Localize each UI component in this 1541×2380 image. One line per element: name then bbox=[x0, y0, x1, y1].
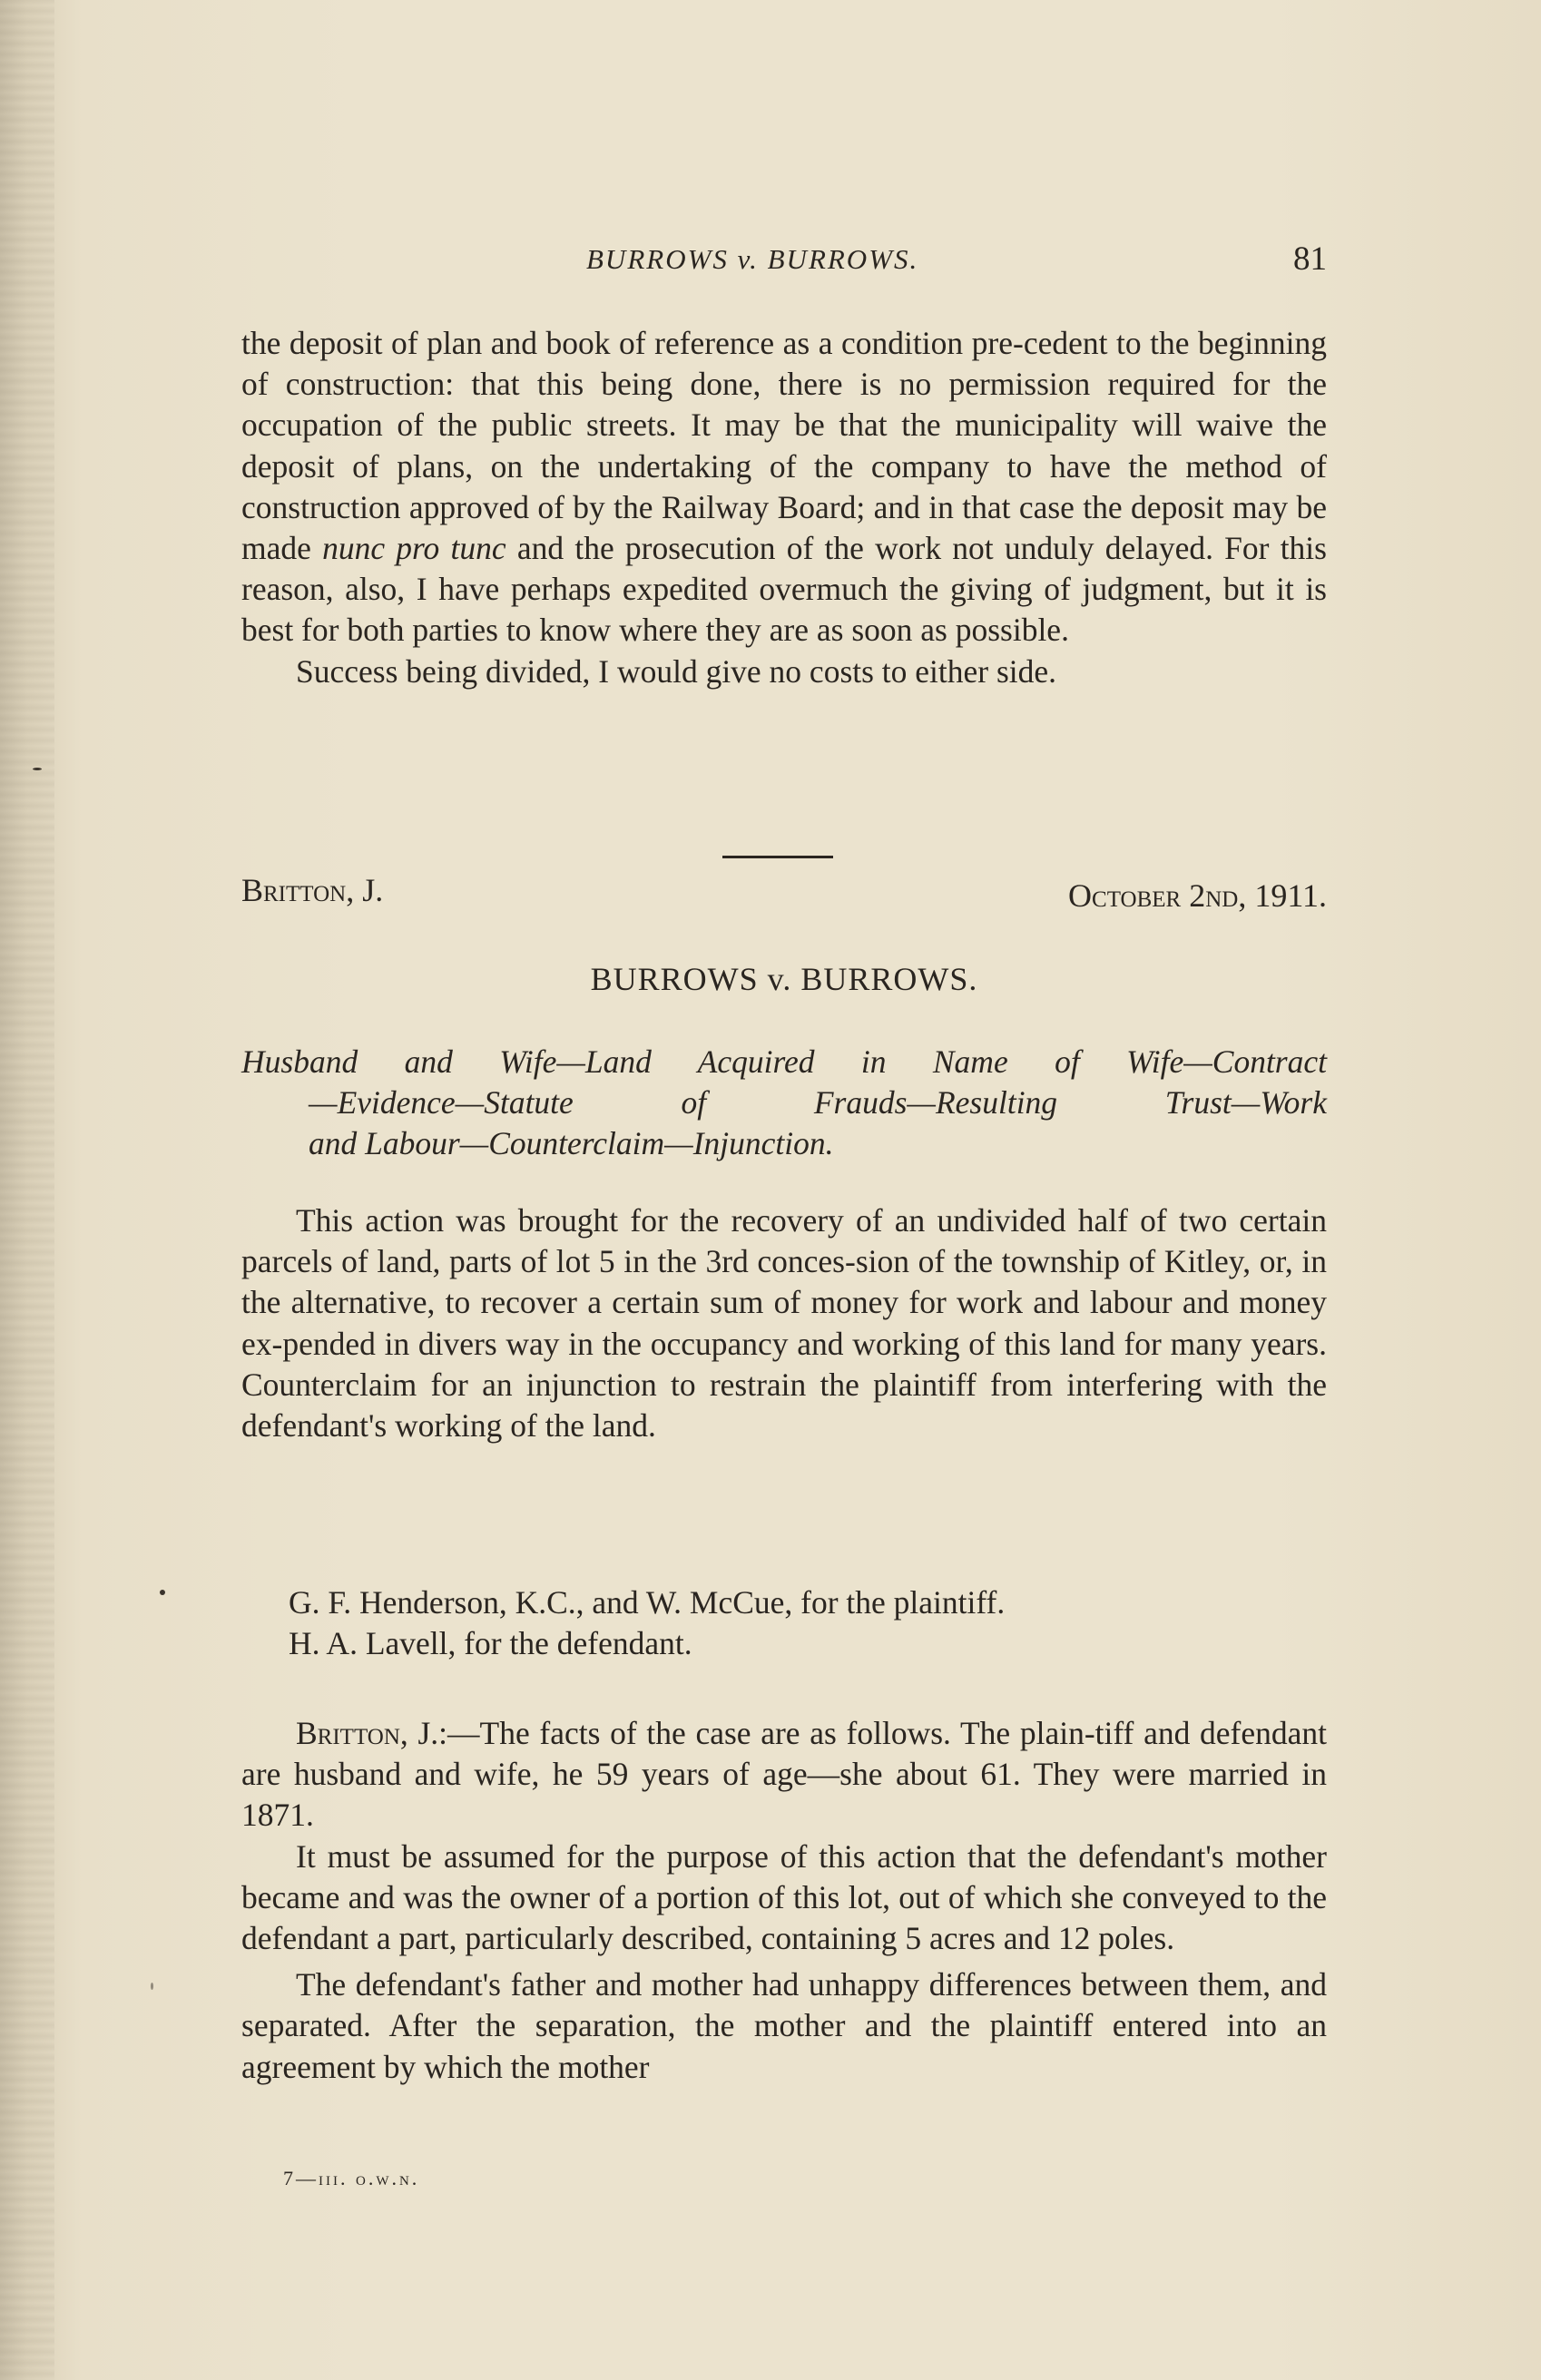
running-head bbox=[241, 238, 1327, 283]
headnote-line-3: and Labour—Counterclaim—Injunction. bbox=[309, 1125, 834, 1162]
book-spine-shadow bbox=[0, 0, 54, 2380]
case-title: BURROWS v. BURROWS. bbox=[590, 961, 978, 997]
continuation-text-part2: of the work not unduly delayed. For this reason, also, I have perhaps expedited overmuch the giving of judgment, but it is best for both parties to know where they are as soon as possible. bbox=[241, 530, 1327, 649]
judgment-date: October 2nd, 1911. bbox=[1068, 877, 1327, 914]
judgment-text-1: :—The facts of the case are as follows. The plain-tiff and defendant are husband and wife, he 59 years of age—she about 61. They were married in 1871. bbox=[241, 1715, 1327, 1834]
judgment-header bbox=[241, 871, 1327, 916]
signature-mark: 7—iii. o.w.n. bbox=[283, 2167, 420, 2189]
judge-name: Britton, J. bbox=[241, 872, 384, 908]
latin-phrase: nunc pro tunc bbox=[322, 530, 506, 567]
running-title: BURROWS v. BURROWS. bbox=[586, 243, 919, 275]
continuation-after-italic: and the prosecution bbox=[505, 530, 776, 567]
judgment-paragraph-2: It must be assumed for the purpose of this action that the defendant's mother became and was the owner of a portion of this lot, out of which she conveyed to the defendant a part, particularly described, containing 5 acres and 12 poles. bbox=[241, 1837, 1327, 1957]
judgment-paragraph-1 bbox=[241, 1713, 1327, 1836]
continuation-paragraph bbox=[241, 323, 1327, 651]
costs-paragraph: Success being divided, I would give no costs to either side. bbox=[296, 652, 1057, 690]
counsel-plaintiff: G. F. Henderson, K.C., and W. McCue, for the plaintiff. bbox=[289, 1584, 1006, 1621]
judgment-paragraph-3: The defendant's father and mother had unhappy differences between them, and separated. After the separation, the mother and the plaintiff entered into an agreement by which the mother bbox=[241, 1966, 1327, 2085]
headnote bbox=[241, 1042, 1327, 1165]
judgment-section bbox=[241, 1713, 1327, 2088]
judgment-judge-name: Britton, J. bbox=[296, 1715, 439, 1751]
section-divider bbox=[722, 856, 833, 858]
counsel-section bbox=[241, 1582, 1327, 1664]
counsel-defendant: H. A. Lavell, for the defendant. bbox=[289, 1625, 692, 1661]
continuation-text-part1: the deposit of plan and book of reference as a condition pre-cedent to the beginning of construction: that this being done, there is no permission required for the occupation of the public streets. It may be that the municipality will waive the deposit of plans, on the undertaking of the company to have the method of construction approved of by the Railway Board; and in that bbox=[241, 325, 1327, 525]
headnote-line-1: Husband and Wife—Land Acquired in Name of Wife—Contract bbox=[241, 1043, 1327, 1080]
statement-section bbox=[241, 1200, 1327, 1446]
margin-speck bbox=[151, 1983, 153, 1990]
continuation-before-italic: case the deposit may be made bbox=[241, 488, 1327, 567]
margin-speck bbox=[160, 1590, 165, 1595]
margin-speck bbox=[33, 768, 42, 770]
statement-paragraph: This action was brought for the recovery of an undivided half of two certain parcels of land, parts of lot 5 in the 3rd conces-sion of the township of Kitley, or, in the alternative, to recover a certain sum of money for work and labour and money ex-pended in divers way in the occupancy and working of this land for many years. Counterclaim for an injunction to restrain the plaintiff from interfering with the defendant's working of the land. bbox=[241, 1202, 1327, 1445]
page-number: 81 bbox=[1293, 240, 1327, 278]
headnote-line-2: —Evidence—Statute of Frauds—Resulting Trust—Work bbox=[309, 1084, 1327, 1121]
continuation-section bbox=[241, 323, 1327, 692]
